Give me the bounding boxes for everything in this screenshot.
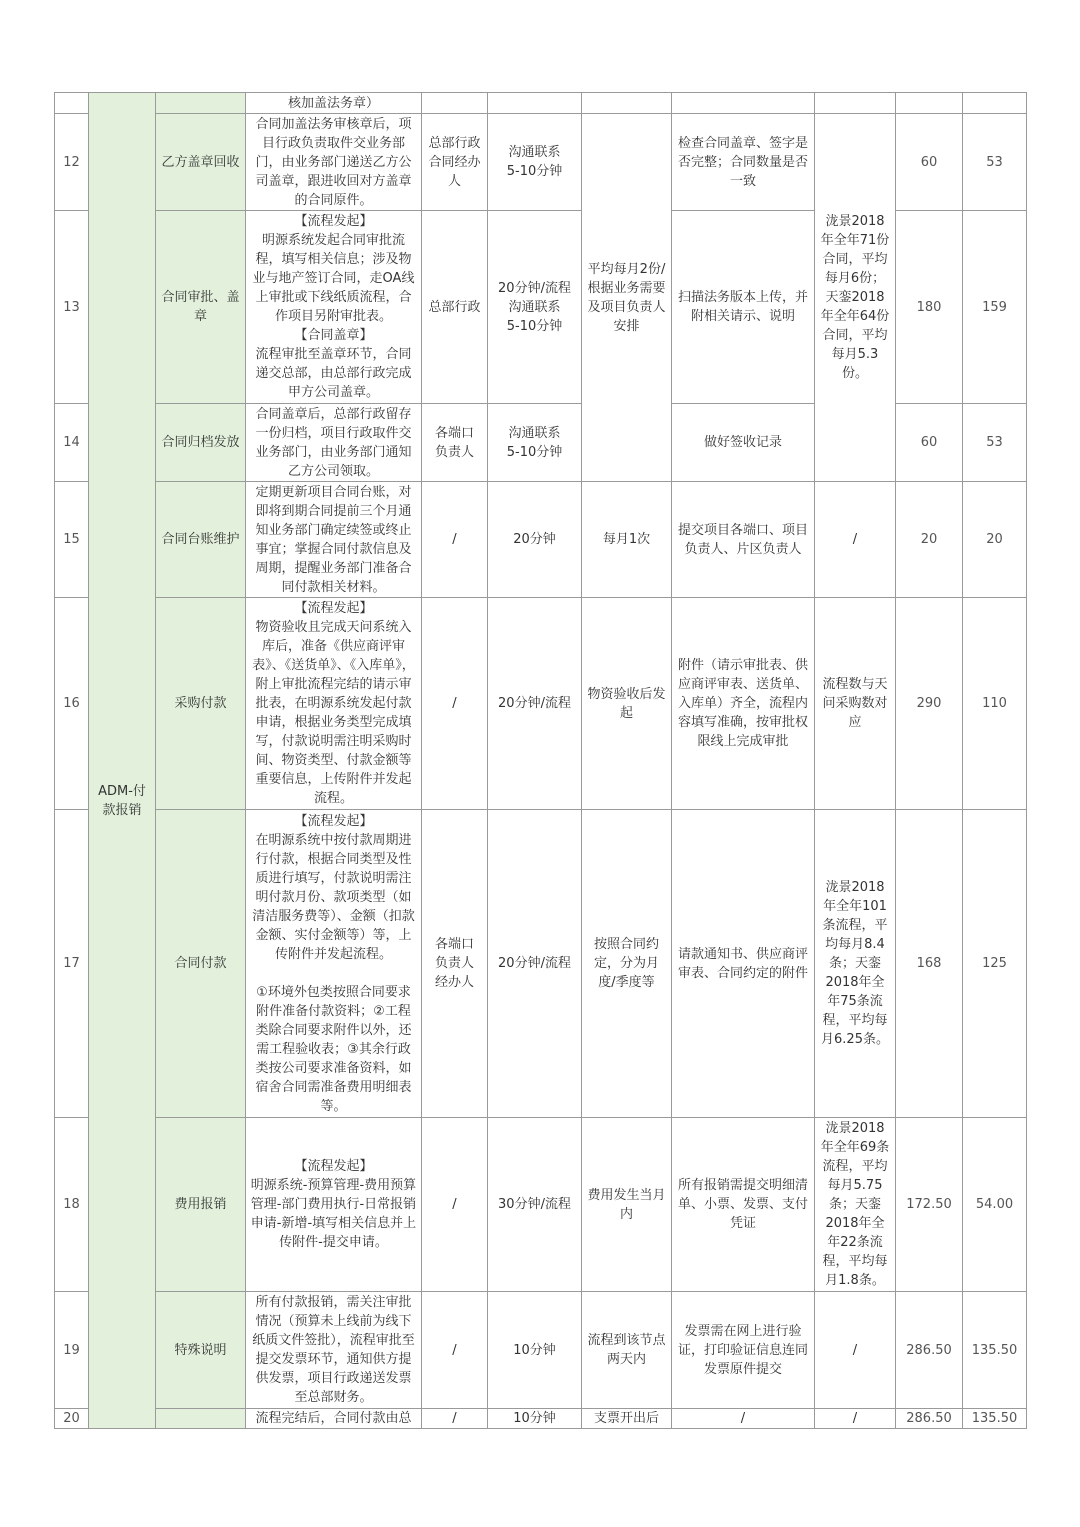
row-number: 13	[55, 211, 89, 404]
step-description: 核加盖法务章）	[246, 93, 422, 114]
time-cell: 30分钟/流程	[488, 1118, 582, 1292]
step-description: 【流程发起】 物资验收且完成天问系统入库后，准备《供应商评审表》、《送货单》、《入库单》，附上审批流程完结的请示审批表，在明源系统发起付款申请，根据业务类型完成填写，付款说明需注明采购时间、物资类型、付款金额等重要信息，上传附件并发起流程。	[246, 598, 422, 810]
step-description: 合同加盖法务审核章后，项目行政负责取件交业务部门，由业务部门递送乙方公司盖章，跟进收回对方盖章的合同原件。	[246, 114, 422, 211]
time-cell: 10分钟	[488, 1409, 582, 1429]
table-row	[55, 810, 1027, 1118]
frequency-cell	[582, 93, 672, 114]
table-row	[55, 598, 1027, 810]
value1-cell: 60	[896, 114, 963, 211]
time-cell: 20分钟/流程	[488, 810, 582, 1118]
value1-cell: 168	[896, 810, 963, 1118]
row-number: 18	[55, 1118, 89, 1292]
step-name: 费用报销	[156, 1118, 246, 1292]
frequency-cell: 按照合同约定，分为月度/季度等	[582, 810, 672, 1118]
volume-cell: /	[815, 482, 896, 598]
owner-cell: /	[422, 1292, 488, 1409]
volume-cell: /	[815, 1409, 896, 1429]
value1-cell	[896, 93, 963, 114]
step-name: 合同台账维护	[156, 482, 246, 598]
step-description: 所有付款报销，需关注审批情况（预算未上线前为线下纸质文件签批），流程审批至提交发票环节，通知供方提供发票，项目行政递送发票至总部财务。	[246, 1292, 422, 1409]
value2-cell: 135.50	[963, 1409, 1027, 1429]
row-number: 12	[55, 114, 89, 211]
time-cell: 10分钟	[488, 1292, 582, 1409]
owner-cell: 总部行政	[422, 211, 488, 404]
time-cell: 20分钟/流程 沟通联系 5-10分钟	[488, 211, 582, 404]
time-cell: 20分钟/流程	[488, 598, 582, 810]
step-name: 乙方盖章回收	[156, 114, 246, 211]
value2-cell: 53	[963, 114, 1027, 211]
time-cell: 20分钟	[488, 482, 582, 598]
frequency-cell: 支票开出后	[582, 1409, 672, 1429]
process-table	[54, 92, 1027, 1429]
requirement-cell: 请款通知书、供应商评审表、合同约定的附件	[672, 810, 815, 1118]
step-description: 【流程发起】 明源系统发起合同审批流程，填写相关信息；涉及物业与地产签订合同，走OA线上审批或下线纸质流程，合作项目另附审批表。 【合同盖章】 流程审批至盖章环节，合同递交总部，由总部行政完成甲方公司盖章。	[246, 211, 422, 404]
value2-cell: 110	[963, 598, 1027, 810]
owner-cell: 各端口 负责人	[422, 404, 488, 482]
value1-cell: 20	[896, 482, 963, 598]
table-row	[55, 114, 1027, 211]
volume-cell: 泷景2018年全年71份合同，平均每月6份；天銮2018年全年64份合同，平均每月5.3份。	[815, 114, 896, 482]
row-number	[55, 93, 89, 114]
value2-cell: 135.50	[963, 1292, 1027, 1409]
value2-cell	[963, 93, 1027, 114]
step-name: 采购付款	[156, 598, 246, 810]
row-number: 19	[55, 1292, 89, 1409]
volume-cell	[815, 93, 896, 114]
step-description: 合同盖章后，总部行政留存一份归档，项目行政取件交业务部门，由业务部门通知乙方公司领取。	[246, 404, 422, 482]
requirement-cell: 附件（请示审批表、供应商评审表、送货单、入库单）齐全，流程内容填写准确，按审批权限线上完成审批	[672, 598, 815, 810]
row-number: 14	[55, 404, 89, 482]
row-number: 16	[55, 598, 89, 810]
requirement-cell: 发票需在网上进行验证，打印验证信息连同发票原件提交	[672, 1292, 815, 1409]
table-row	[55, 482, 1027, 598]
row-number: 20	[55, 1409, 89, 1429]
frequency-cell: 流程到该节点两天内	[582, 1292, 672, 1409]
volume-cell: /	[815, 1292, 896, 1409]
step-description: 流程完结后，合同付款由总	[246, 1409, 422, 1429]
requirement-cell	[672, 93, 815, 114]
step-name	[156, 93, 246, 114]
time-cell: 沟通联系 5-10分钟	[488, 404, 582, 482]
owner-cell: /	[422, 598, 488, 810]
step-name: 合同归档发放	[156, 404, 246, 482]
volume-cell: 泷景2018年全年101条流程，平均每月8.4条；天銮2018年全年75条流程，平均每月6.25条。	[815, 810, 896, 1118]
category-column	[89, 93, 156, 1429]
frequency-cell: 每月1次	[582, 482, 672, 598]
value1-cell: 180	[896, 211, 963, 404]
step-name: 合同付款	[156, 810, 246, 1118]
row-number: 17	[55, 810, 89, 1118]
step-name: 合同审批、盖章	[156, 211, 246, 404]
value2-cell: 125	[963, 810, 1027, 1118]
step-description: 【流程发起】 明源系统-预算管理-费用预算管理-部门费用执行-日常报销申请-新增-填写相关信息并上传附件-提交申请。	[246, 1118, 422, 1292]
time-cell	[488, 93, 582, 114]
step-name	[156, 1409, 246, 1429]
category-label: ADM-付款报销	[98, 783, 146, 818]
step-description: 【流程发起】 在明源系统中按付款周期进行付款，根据合同类型及性质进行填写，付款说明需注明付款月份、款项类型（如清洁服务费等）、金额（扣款金额、实付金额等）等，上传附件并发起流程。 ①环境外包类按照合同要求附件准备付款资料；②工程类除合同要求附件以外，还需工程验收表；③其余行政类按公司要求准备资料，如宿舍合同需准备费用明细表等。	[246, 810, 422, 1118]
step-name: 特殊说明	[156, 1292, 246, 1409]
step-description: 定期更新项目合同台账，对即将到期合同提前三个月通知业务部门确定续签或终止事宜；掌握合同付款信息及周期，提醒业务部门准备合同付款相关材料。	[246, 482, 422, 598]
value1-cell: 290	[896, 598, 963, 810]
volume-cell: 泷景2018年全年69条流程，平均每月5.75条；天銮2018年全年22条流程，平均每月1.8条。	[815, 1118, 896, 1292]
value2-cell: 53	[963, 404, 1027, 482]
requirement-cell: 做好签收记录	[672, 404, 815, 482]
table-row	[55, 1292, 1027, 1409]
frequency-cell: 物资验收后发起	[582, 598, 672, 810]
volume-cell: 流程数与天问采购数对应	[815, 598, 896, 810]
owner-cell	[422, 93, 488, 114]
value2-cell: 159	[963, 211, 1027, 404]
row-number: 15	[55, 482, 89, 598]
owner-cell: 总部行政 合同经办人	[422, 114, 488, 211]
value2-cell: 54.00	[963, 1118, 1027, 1292]
value1-cell: 60	[896, 404, 963, 482]
owner-cell: /	[422, 1409, 488, 1429]
owner-cell: /	[422, 1118, 488, 1292]
value1-cell: 286.50	[896, 1409, 963, 1429]
table-row	[55, 93, 1027, 114]
value2-cell: 20	[963, 482, 1027, 598]
value1-cell: 286.50	[896, 1292, 963, 1409]
requirement-cell: 所有报销需提交明细清单、小票、发票、支付凭证	[672, 1118, 815, 1292]
owner-cell: 各端口 负责人 经办人	[422, 810, 488, 1118]
table-row	[55, 1409, 1027, 1429]
value1-cell: 172.50	[896, 1118, 963, 1292]
requirement-cell: 扫描法务版本上传，并附相关请示、说明	[672, 211, 815, 404]
frequency-cell: 费用发生当月内	[582, 1118, 672, 1292]
time-cell: 沟通联系 5-10分钟	[488, 114, 582, 211]
frequency-cell: 平均每月2份/根据业务需要及项目负责人安排	[582, 114, 672, 482]
requirement-cell: 检查合同盖章、签字是否完整；合同数量是否一致	[672, 114, 815, 211]
requirement-cell: /	[672, 1409, 815, 1429]
owner-cell: /	[422, 482, 488, 598]
requirement-cell: 提交项目各端口、项目负责人、片区负责人	[672, 482, 815, 598]
table-row	[55, 1118, 1027, 1292]
